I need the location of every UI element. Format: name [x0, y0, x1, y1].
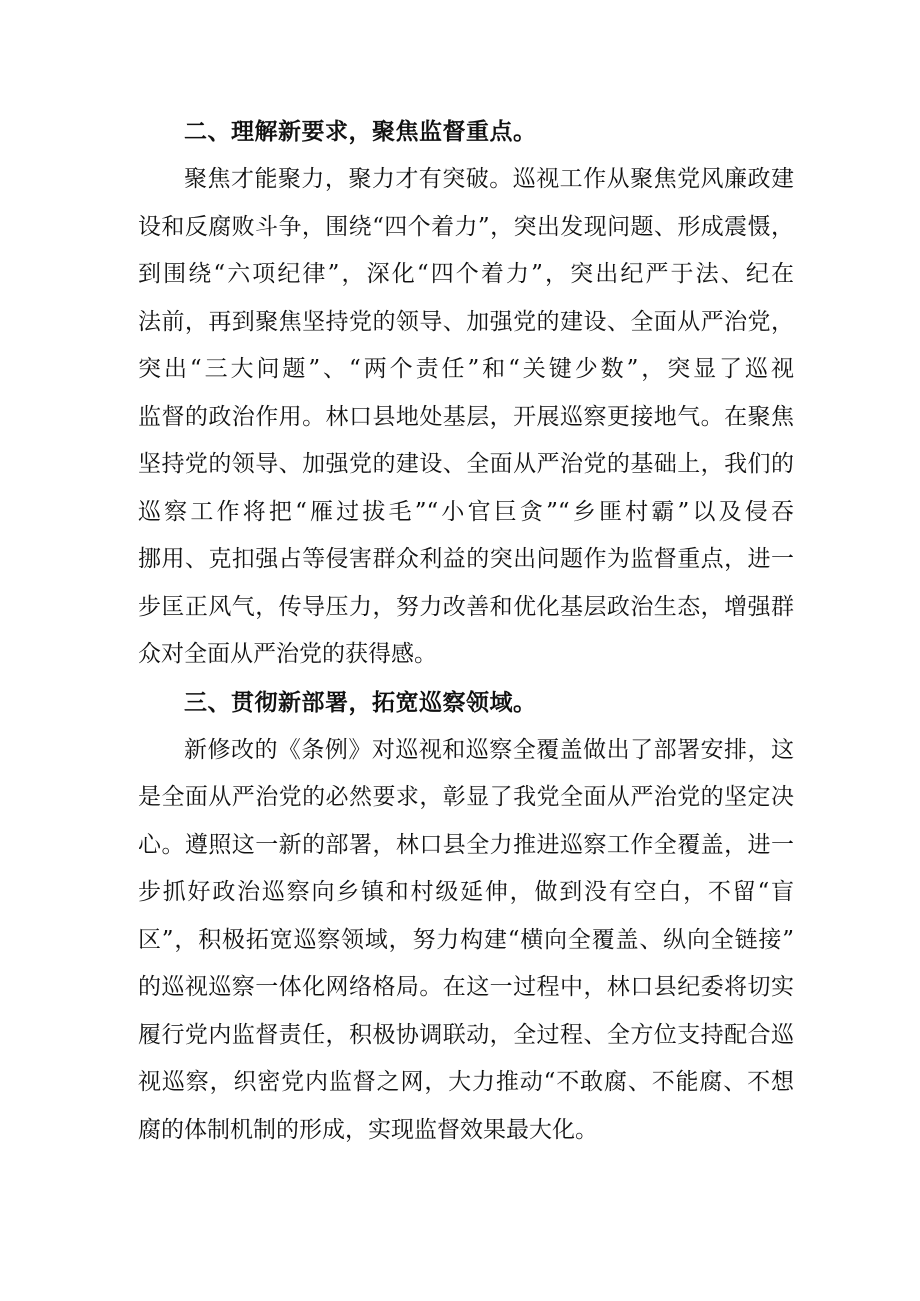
- paragraph-line: 区”，积极拓宽巡察领域，努力构建“横向全覆盖、纵向全链接”: [138, 926, 794, 953]
- paragraph-line: 腐的体制机制的形成，实现监督效果最大化。: [138, 1116, 598, 1143]
- section-2-heading: 二、理解新要求，聚焦监督重点。: [184, 119, 537, 145]
- section-2-paragraph: [138, 156, 794, 679]
- paragraph-line: 设和反腐败斗争，围绕“四个着力”，突出发现问题、形成震慑，: [138, 213, 794, 240]
- paragraph-line: 的巡视巡察一体化网络格局。在这一过程中，林口县纪委将切实: [138, 974, 794, 1000]
- paragraph-line: 心。遵照这一新的部署，林口县全力推进巡察工作全覆盖，进一: [138, 831, 794, 858]
- paragraph-line: 聚焦才能聚力，聚力才有突破。巡视工作从聚焦党风廉政建: [184, 166, 794, 192]
- paragraph-line: 是全面从严治党的必然要求，彰显了我党全面从严治党的坚定决: [138, 784, 794, 810]
- paragraph-line: 监督的政治作用。林口县地处基层，开展巡察更接地气。在聚焦: [138, 403, 794, 430]
- paragraph-line: 到围绕“六项纪律”，深化“四个着力”，突出纪严于法、纪在: [138, 261, 794, 287]
- section-3-heading: 三、贯彻新部署，拓宽巡察领域。: [184, 689, 537, 716]
- paragraph-line: 挪用、克扣强占等侵害群众利益的突出问题作为监督重点，进一: [138, 546, 794, 572]
- document-page: [138, 108, 794, 1154]
- paragraph-line: 坚持党的领导、加强党的建设、全面从严治党的基础上，我们的: [138, 451, 794, 477]
- paragraph-line: 履行党内监督责任，积极协调联动，全过程、全方位支持配合巡: [138, 1021, 794, 1048]
- paragraph-line: 突出“三大问题”、“两个责任”和“关键少数”，突显了巡视: [138, 356, 794, 382]
- paragraph-line: 众对全面从严治党的获得感。: [138, 641, 437, 667]
- paragraph-line: 视巡察，织密党内监督之网，大力推动“不敢腐、不能腐、不想: [138, 1069, 794, 1095]
- paragraph-line: 步匡正风气，传导压力，努力改善和优化基层政治生态，增强群: [138, 593, 794, 620]
- section-3-paragraph: [138, 727, 794, 1155]
- paragraph-line: 巡察工作将把“雁过拔毛”“小官巨贪”“乡匪村霸”以及侵吞: [138, 498, 794, 525]
- paragraph-line: 步抓好政治巡察向乡镇和村级延伸，做到没有空白，不留“盲: [138, 879, 794, 905]
- paragraph-line: 法前，再到聚焦坚持党的领导、加强党的建设、全面从严治党，: [138, 308, 794, 335]
- paragraph-line: 新修改的《条例》对巡视和巡察全覆盖做出了部署安排，这: [184, 736, 794, 763]
